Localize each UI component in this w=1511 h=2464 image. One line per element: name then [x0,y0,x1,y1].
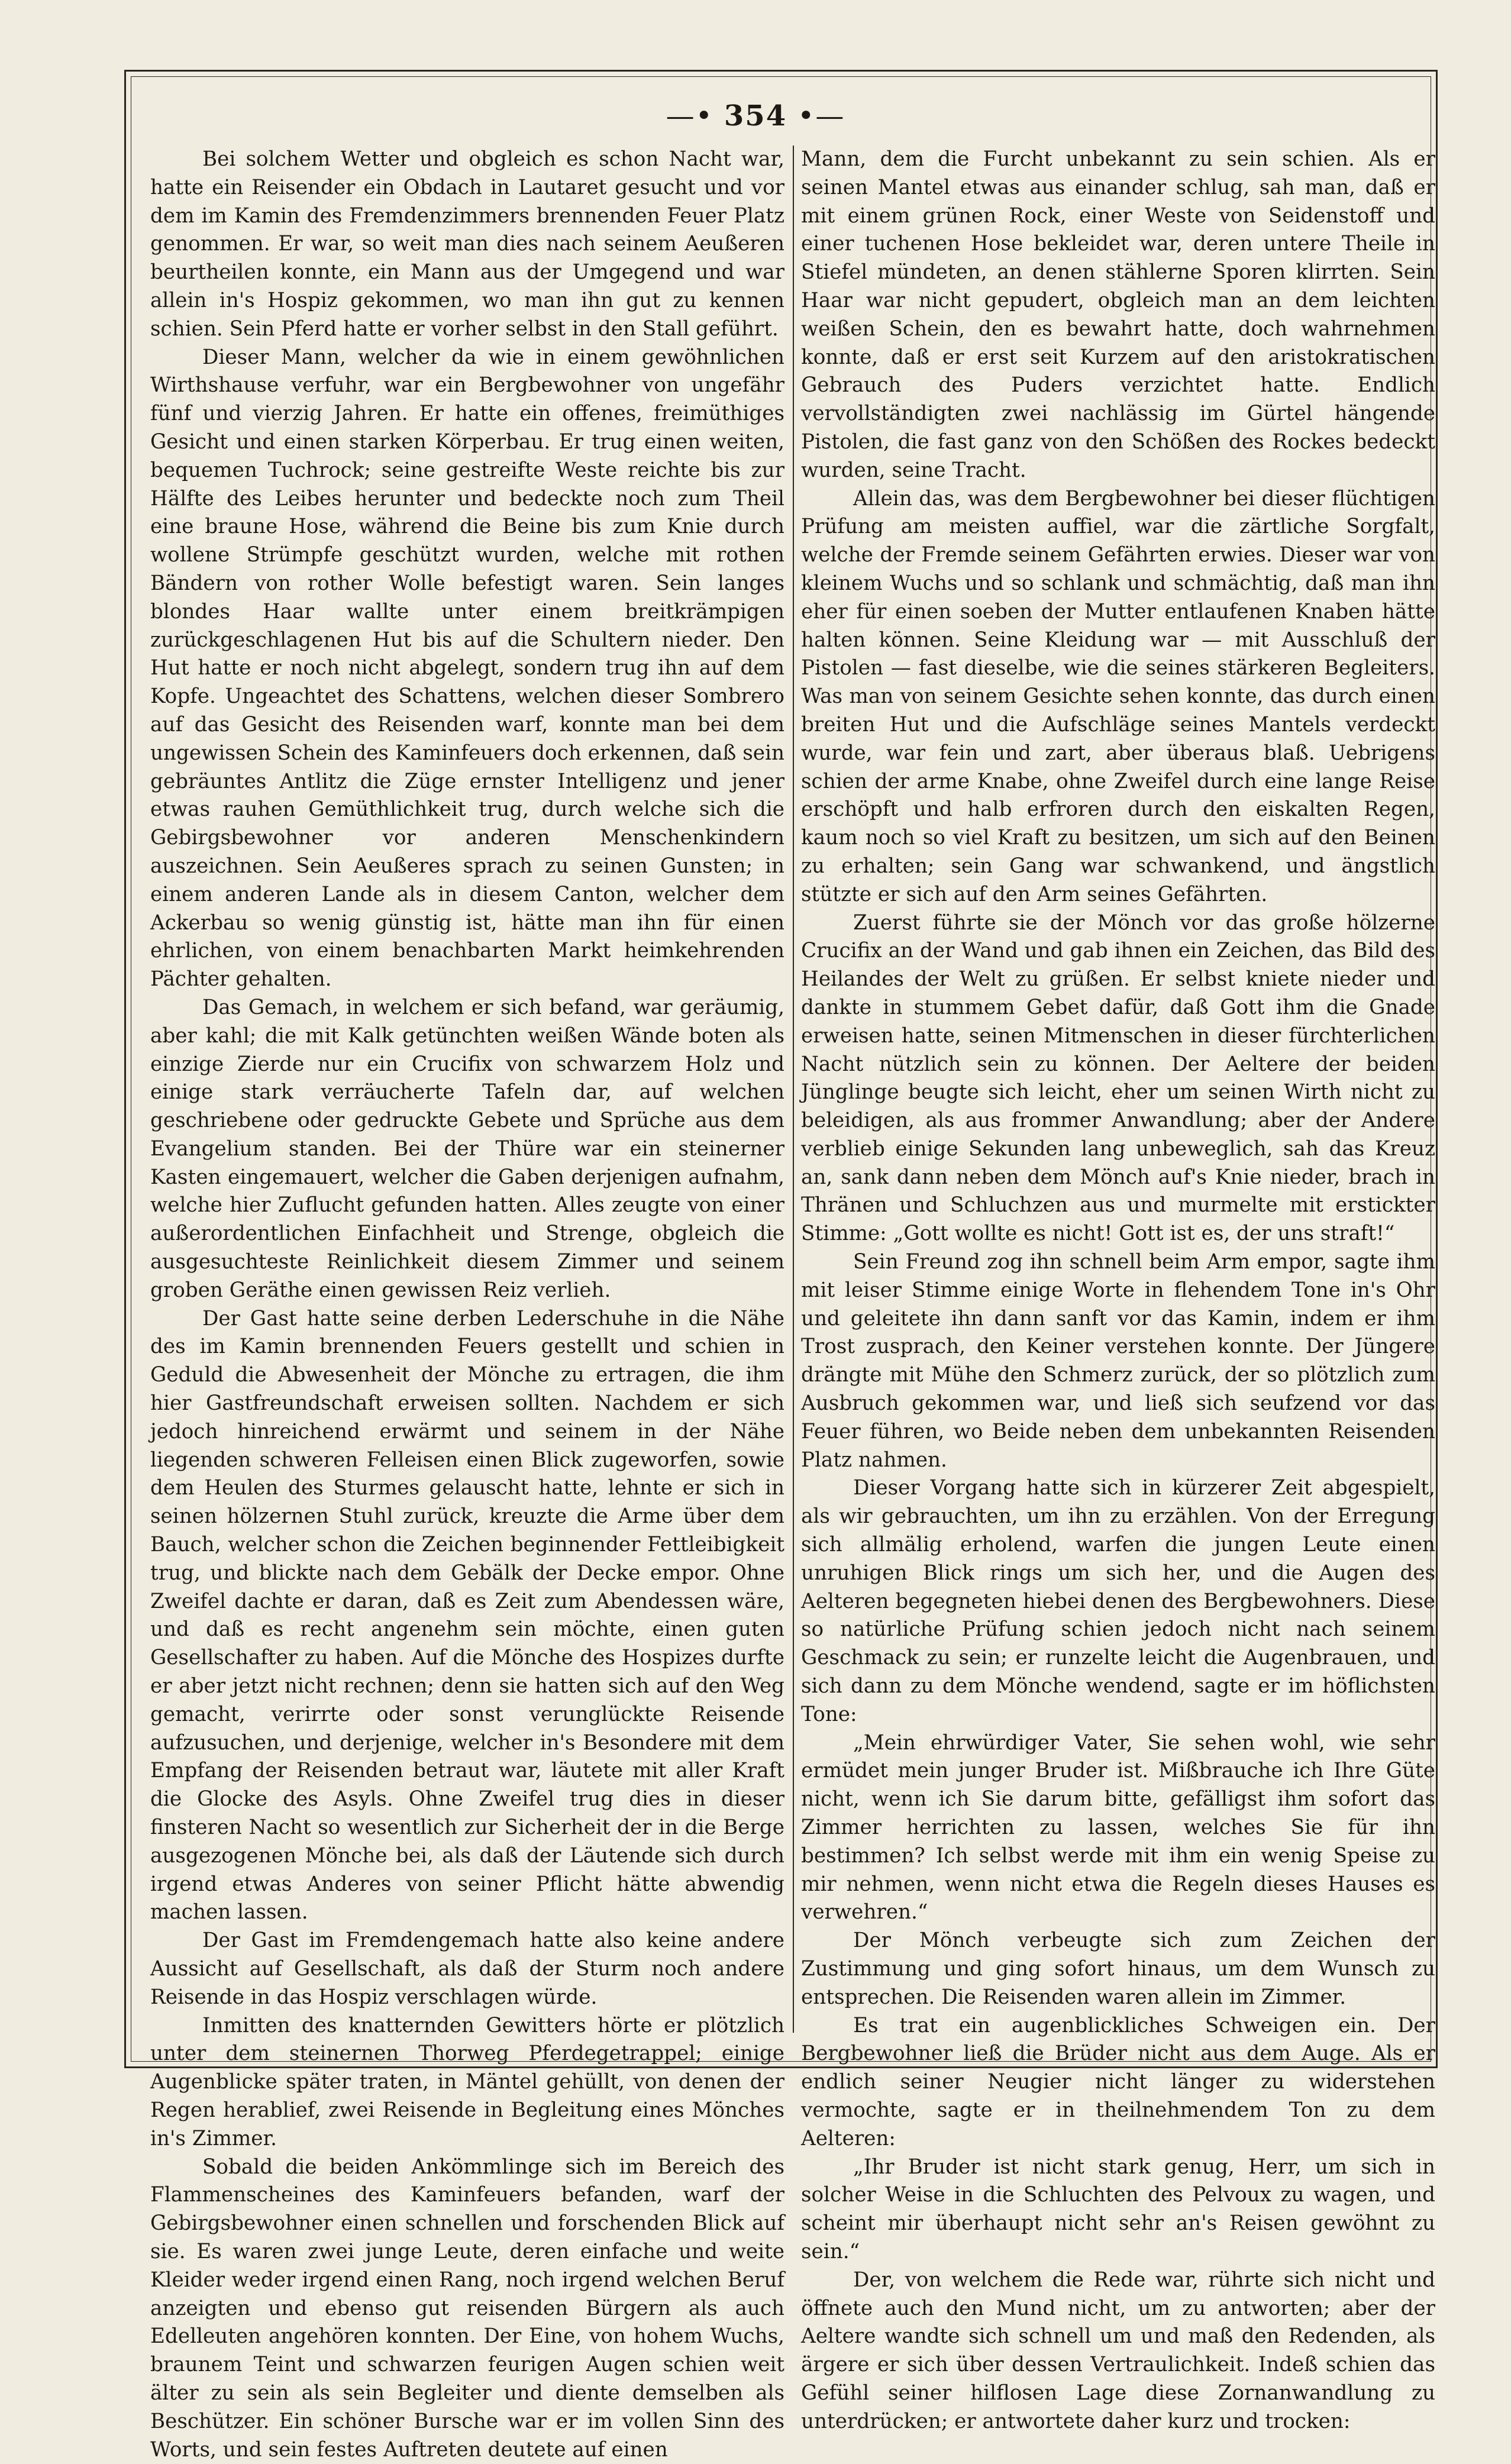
paragraph: Allein das, was dem Bergbewohner bei dieser flüchtigen Prüfung am meisten auffiel, war die zärtliche Sorgfalt, welche der Fremde seinem Gefährten erwies. Dieser war von kleinem Wuchs und so schlank und schmächtig, daß man ihn eher für einen soeben der Mutter entlaufenen Knaben hätte halten können. Seine Kleidung war — mit Ausschluß der Pistolen — fast dieselbe, wie die seines stärkeren Begleiters. Was man von seinem Gesichte sehen konnte, das durch einen breiten Hut und die Aufschläge seines Mantels verdeckt wurde, war fein und zart, aber überaus blaß. Uebrigens schien der arme Knabe, ohne Zweifel durch eine lange Reise erschöpft und halb erfroren durch den eiskalten Regen, kaum noch so viel Kraft zu besitzen, um sich auf den Beinen zu erhalten; sein Gang war schwankend, und ängstlich stützte er sich auf den Arm seines Gefährten. [801,486,1435,906]
paragraph: „Ihr Bruder ist nicht stark genug, Herr, um sich in solcher Weise in die Schluchten des Pelvoux zu wagen, und scheint mir überhaupt nicht sehr an's Reisen gewöhnt zu sein.“ [801,2155,1435,2263]
ornament-dash-left: —• [666,99,713,133]
paragraph: Zuerst führte sie der Mönch vor das große hölzerne Crucifix an der Wand und gab ihnen ein Zeichen, das Bild des Heilandes der Welt zu grüßen. Er selbst kniete nieder und dankte in stummem Gebet dafür, daß Gott ihm die Gnade erweisen hatte, seinen Mitmenschen in dieser fürchterlichen Nacht nützlich sein zu können. Der Aeltere der beiden Jünglinge beugte sich leicht, eher um seinen Wirth nicht zu beleidigen, als aus frommer Anwandlung; aber der Andere verblieb einige Sekunden lang unbeweglich, sah das Kreuz an, sank dann neben dem Mönch auf's Knie nieder, brach in Thränen und Schluchzen aus und murmelte mit erstickter Stimme: „Gott wollte es nicht! Gott ist es, der uns straft!“ [801,910,1435,1246]
page-number-value: 354 [724,99,787,133]
paragraph: Bei solchem Wetter und obgleich es schon Nacht war, hatte ein Reisender ein Obdach in Lautaret gesucht und vor dem im Kamin des Fremdenzimmers brennenden Feuer Platz genommen. Er war, so weit man dies nach seinem Aeußeren beurtheilen konnte, ein Mann aus der Umgegend und war allein in's Hospiz gekommen, wo man ihn gut zu kennen schien. Sein Pferd hatte er vorher selbst in den Stall geführt. [150,147,784,341]
paragraph-continued: Mann, dem die Furcht unbekannt zu sein schien. Als er seinen Mantel etwas aus einander schlug, sah man, daß er mit einem grünen Rock, einer Weste von Seidenstoff und einer tuchenen Hose bekleidet war, deren untere Theile in Stiefel mündeten, an denen stählerne Sporen klirrten. Sein Haar war nicht gepudert, obgleich man an dem leichten weißen Schein, den es bewahrt hatte, doch wahrnehmen konnte, daß er erst seit Kurzem auf den aristokratischen Gebrauch des Puders verzichtet hatte. Endlich vervollständigten zwei nachlässig im Gürtel hängende Pistolen, die fast ganz von den Schößen des Rockes bedeckt wurden, seine Tracht. [801,147,1435,482]
paragraph: Inmitten des knatternden Gewitters hörte er plötzlich unter dem steinernen Thorweg Pferdegetrappel; einige Augenblicke später traten, in Mäntel gehüllt, von denen der Regen herablief, zwei Reisende in Begleitung eines Mönches in's Zimmer. [150,2013,784,2150]
left-column [150,146,784,2462]
page-number [0,99,1511,133]
paragraph: Der, von welchem die Rede war, rührte sich nicht und öffnete auch den Mund nicht, um zu antworten; aber der Aeltere wandte sich schnell um und maß den Redenden, als ärgere er sich über dessen Vertraulichkeit. Indeß schien das Gefühl seiner hilflosen Lage diese Zornanwandlung zu unterdrücken; er antwortete daher kurz und trocken: [801,2268,1435,2433]
paragraph: Dieser Mann, welcher da wie in einem gewöhnlichen Wirthshause verfuhr, war ein Bergbewohner von ungefähr fünf und vierzig Jahren. Er hatte ein offenes, freimüthiges Gesicht und einen starken Körperbau. Er trug einen weiten, bequemen Tuchrock; seine gestreifte Weste reichte bis zur Hälfte des Leibes herunter und bedeckte noch zum Theil eine braune Hose, während die Beine bis zum Knie durch wollene Strümpfe geschützt wurden, welche mit rothen Bändern von rother Wolle befestigt waren. Sein langes blondes Haar wallte unter einem breitkrämpigen zurückgeschlagenen Hut bis auf die Schultern nieder. Den Hut hatte er noch nicht abgelegt, sondern trug ihn auf dem Kopfe. Ungeachtet des Schattens, welchen dieser Sombrero auf das Gesicht des Reisenden warf, konnte man bei dem ungewissen Schein des Kaminfeuers doch erkennen, daß sein gebräuntes Antlitz die Züge ernster Intelligenz und jener etwas rauhen Gemüthlichkeit trug, durch welche sich die Gebirgsbewohner vor anderen Menschenkindern auszeichnen. Sein Aeußeres sprach zu seinen Gunsten; in einem anderen Lande als in diesem Canton, welcher dem Ackerbau so wenig günstig ist, hätte man ihn für einen ehrlichen, von einem benachbarten Markt heimkehrenden Pächter gehalten. [150,345,784,992]
paragraph: Sobald die beiden Ankömmlinge sich im Bereich des Flammenscheines des Kaminfeuers befanden, warf der Gebirgsbewohner einen schnellen und forschenden Blick auf sie. Es waren zwei junge Leute, deren einfache und weite Kleider weder irgend einen Rang, noch irgend welchen Beruf anzeigten und ebenso gut reisenden Bürgern als auch Edelleuten angehören konnten. Der Eine, von hohem Wuchs, braunem Teint und schwarzen feurigen Augen schien weit älter zu sein als sein Begleiter und diente demselben als Beschützer. Ein schöner Bursche war er im vollen Sinn des Worts, und sein festes Auftreten deutete auf einen [150,2155,784,2462]
paragraph: Sein Freund zog ihn schnell beim Arm empor, sagte ihm mit leiser Stimme einige Worte in flehendem Tone in's Ohr und geleitete ihn dann sanft vor das Kamin, indem er ihm Trost zusprach, den Keiner verstehen konnte. Der Jüngere drängte mit Mühe den Schmerz zurück, der so plötzlich zum Ausbruch gekommen war, und ließ sich seufzend vor das Feuer führen, wo Beide neben dem unbekannten Reisenden Platz nahmen. [801,1250,1435,1472]
paragraph: Dieser Vorgang hatte sich in kürzerer Zeit abgespielt, als wir gebrauchten, um ihn zu erzählen. Von der Erregung sich allmälig erholend, warfen die jungen Leute einen unruhigen Blick rings um sich her, und die Augen des Aelteren begegneten hiebei denen des Bergbewohners. Diese so natürliche Prüfung schien jedoch nicht nach seinem Geschmack zu sein; er runzelte leicht die Augenbrauen, und sich dann zu dem Mönche wendend, sagte er im höflichsten Tone: [801,1476,1435,1726]
paragraph: „Mein ehrwürdiger Vater, Sie sehen wohl, wie sehr ermüdet mein junger Bruder ist. Mißbrauche ich Ihre Güte nicht, wenn ich Sie darum bitte, gefälligst ihm sofort das Zimmer herrichten zu lassen, welches Sie für ihn bestimmen? Ich selbst werde mit ihm ein wenig Speise zu mir nehmen, wenn nicht etwa die Regeln dieses Hauses es verwehren.“ [801,1730,1435,1924]
paragraph: Es trat ein augenblickliches Schweigen ein. Der Bergbewohner ließ die Brüder nicht aus dem Auge. Als er endlich seiner Neugier nicht länger zu widerstehen vermochte, sagte er in theilnehmendem Ton zu dem Aelteren: [801,2013,1435,2150]
paragraph: Der Gast hatte seine derben Lederschuhe in die Nähe des im Kamin brennenden Feuers gestellt und schien in Geduld die Abwesenheit der Mönche zu ertragen, die ihm hier Gastfreundschaft erweisen sollten. Nachdem er sich jedoch hinreichend erwärmt und seinem in der Nähe liegenden schweren Felleisen einen Blick zugeworfen, sowie dem Heulen des Sturmes gelauscht hatte, lehnte er sich in seinen hölzernen Stuhl zurück, kreuzte die Arme über dem Bauch, welcher schon die Zeichen beginnender Fettleibigkeit trug, und blickte nach dem Gebälk der Decke empor. Ohne Zweifel dachte er daran, daß es Zeit zum Abendessen wäre, und daß es recht angenehm sein möchte, einen guten Gesellschafter zu haben. Auf die Mönche des Hospizes durfte er aber jetzt nicht rechnen; denn sie hatten sich auf den Weg gemacht, verirrte oder sonst verunglückte Reisende aufzusuchen, und derjenige, welcher in's Besondere mit dem Empfang der Reisenden betraut war, läutete mit aller Kraft die Glocke des Asyls. Ohne Zweifel trug dies in dieser finsteren Nacht so wesentlich zur Sicherheit der in die Berge ausgezogenen Mönche bei, als daß der Läutende sich durch irgend etwas Anderes von seiner Pflicht hätte abwendig machen lassen. [150,1306,784,1924]
paragraph: Das Gemach, in welchem er sich befand, war geräumig, aber kahl; die mit Kalk getünchten weißen Wände boten als einzige Zierde nur ein Crucifix von schwarzem Holz und einige stark verräucherte Tafeln dar, auf welchen geschriebene oder gedruckte Gebete und Sprüche aus dem Evangelium standen. Bei der Thüre war ein steinerner Kasten eingemauert, welcher die Gaben derjenigen aufnahm, welche hier Zuflucht gefunden hatten. Alles zeugte von einer außerordentlichen Einfachheit und Strenge, obgleich die ausgesuchteste Reinlichkeit diesem Zimmer und seinem groben Geräthe einen gewissen Reiz verlieh. [150,995,784,1302]
column-divider [793,146,794,2033]
paragraph: Der Mönch verbeugte sich zum Zeichen der Zustimmung und ging sofort hinaus, um dem Wunsch zu entsprechen. Die Reisenden waren allein im Zimmer. [801,1929,1435,2009]
right-column [801,146,1435,2433]
paragraph: Der Gast im Fremdengemach hatte also keine andere Aussicht auf Gesellschaft, als daß der Sturm noch andere Reisende in das Hospiz verschlagen würde. [150,1929,784,2009]
ornament-dash-right: •— [798,99,845,133]
